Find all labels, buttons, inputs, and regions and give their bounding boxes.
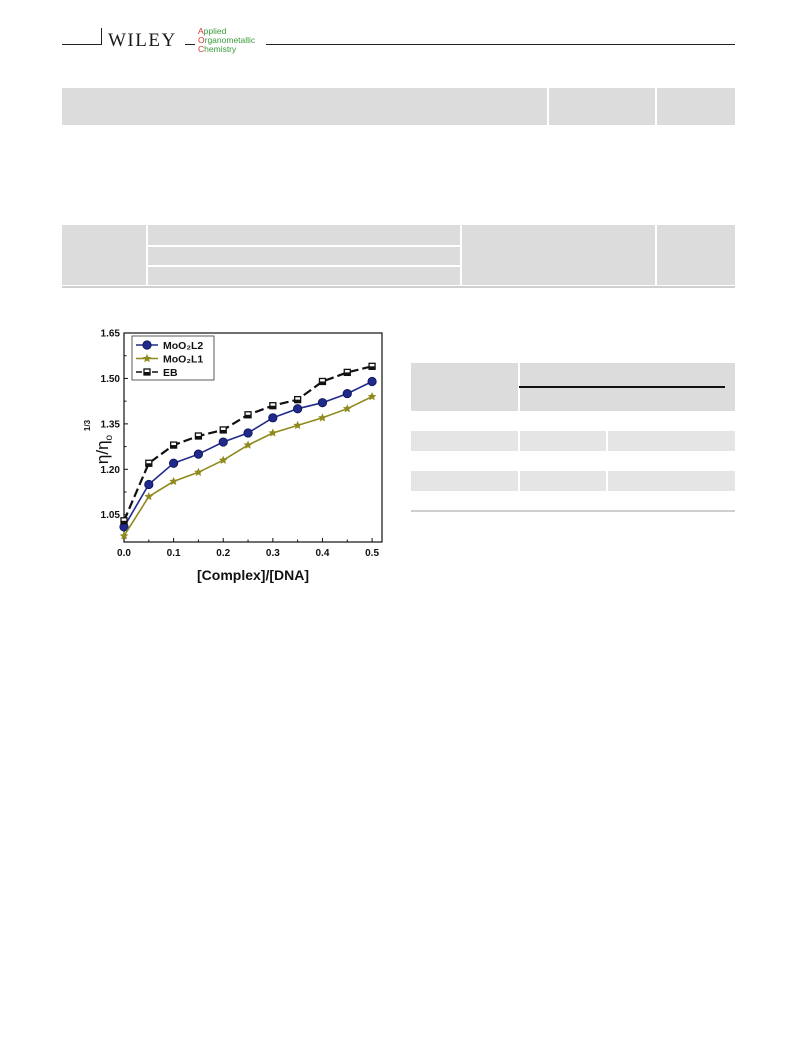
- column-divider: [547, 88, 549, 125]
- data-point: [343, 404, 352, 412]
- journal-line-1: Applied: [198, 26, 227, 36]
- row-divider: [148, 265, 460, 267]
- data-point-fill: [220, 430, 226, 433]
- data-point: [219, 438, 227, 446]
- data-point: [318, 413, 327, 421]
- data-point: [318, 398, 326, 406]
- header-rule-right: [266, 44, 735, 45]
- legend-label: MoO₂L2: [163, 340, 204, 352]
- data-point: [169, 459, 177, 467]
- x-tick-label: 0.1: [166, 548, 181, 559]
- x-tick-label: 0.3: [265, 548, 280, 559]
- data-point: [219, 456, 228, 464]
- viscosity-chart: [60, 320, 390, 595]
- table-subheader-band: [62, 225, 735, 285]
- journal-line-3: Chemistry: [198, 44, 237, 54]
- header-tick: [101, 28, 102, 44]
- data-point-fill: [270, 406, 276, 409]
- data-point-fill: [319, 381, 325, 384]
- x-tick-label: 0.2: [216, 548, 231, 559]
- x-tick-label: 0.0: [117, 548, 131, 559]
- journal-logo: [198, 27, 255, 54]
- column-divider: [460, 225, 462, 285]
- data-point-fill: [344, 372, 350, 375]
- table-header-band: [62, 88, 735, 125]
- x-axis-label: [Complex]/[DNA]: [197, 567, 309, 583]
- data-point: [343, 389, 351, 397]
- header-logo-dash: [185, 44, 195, 45]
- x-tick-label: 0.5: [365, 548, 380, 559]
- data-point-fill: [245, 415, 251, 418]
- data-point: [244, 429, 252, 437]
- legend-label: EB: [163, 367, 178, 379]
- y-tick-label: 1.50: [100, 373, 120, 385]
- y-axis-label-exponent: 1/3: [83, 419, 92, 432]
- data-point-fill: [146, 463, 152, 466]
- y-tick-label: 1.65: [100, 328, 120, 340]
- header-rule-left: [62, 44, 102, 45]
- data-point: [293, 405, 301, 413]
- column-divider: [146, 225, 148, 285]
- legend-label: MoO₂L1: [163, 353, 204, 366]
- y-tick-label: 1.35: [100, 419, 120, 431]
- data-point: [268, 428, 277, 436]
- data-point-fill: [295, 400, 301, 403]
- column-divider: [655, 225, 657, 285]
- data-point-fill: [121, 521, 127, 524]
- legend-marker-fill: [144, 372, 150, 375]
- data-point: [293, 421, 302, 429]
- data-point: [194, 450, 202, 458]
- column-divider: [655, 88, 657, 125]
- table-bottom-rule: [62, 286, 735, 288]
- publisher-logo: WILEY: [108, 30, 177, 51]
- data-point: [368, 392, 377, 400]
- y-tick-label: 1.20: [100, 464, 120, 476]
- side-table-bottom-rule: [411, 510, 735, 512]
- y-tick-label: 1.05: [100, 510, 120, 522]
- data-point: [144, 492, 153, 500]
- data-point: [269, 414, 277, 422]
- table-row: [411, 431, 735, 451]
- legend-marker: [143, 341, 151, 349]
- table-row: [411, 471, 735, 491]
- header-rule: [519, 386, 725, 388]
- data-point: [194, 468, 203, 476]
- journal-line-2: Organometallic: [198, 35, 256, 45]
- side-table-header: [411, 363, 735, 411]
- x-tick-label: 0.4: [315, 548, 330, 559]
- data-point-fill: [195, 436, 201, 439]
- y-axis-label: $\eta/\eta_o$: [93, 434, 115, 465]
- data-point-fill: [369, 366, 375, 369]
- data-point: [145, 480, 153, 488]
- row-divider: [148, 245, 460, 247]
- data-point-fill: [171, 445, 177, 448]
- data-point: [368, 377, 376, 385]
